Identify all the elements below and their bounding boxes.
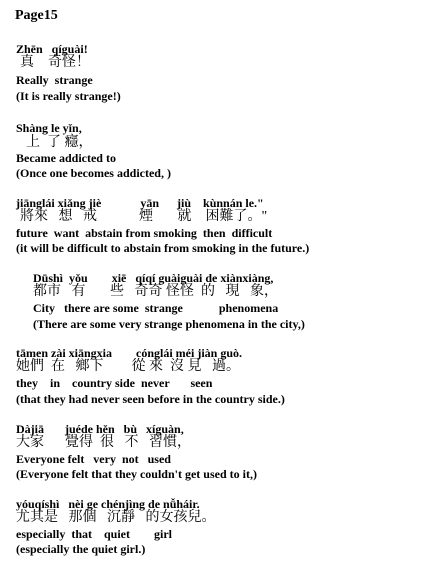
block-1-pinyin: Zhēn qíguài! [16,42,88,56]
block-6-gloss: Everyone felt very not used [16,452,171,466]
block-5-pinyin: tāmen zài xiāngxia cónglái méi jiàn guò. [16,346,242,360]
block-7-translation: (especially the quiet girl.) [16,542,146,556]
block-5-translation: (that they had never seen before in the country side.) [16,392,285,406]
block-4-pinyin: Dūshì yǒu xiē qíqí guàiguài de xiànxiàng, [33,271,274,285]
block-6-pinyin: Dàjiā juéde hěn bù xíguàn, [16,422,184,436]
block-2-translation: (Once one becomes addicted, ) [16,166,171,180]
block-7-pinyin: yóuqíshì nèi ge chénjìng de nǚháir. [16,497,200,511]
block-7-hanzi: 尤其是 那個 沉靜 的女孩兒。 [16,510,216,525]
block-6-hanzi: 大家 覺得 很 不 習慣， [16,435,191,450]
block-5-hanzi: 她們 在 鄉下 從 來 沒 見 過。 [16,359,240,374]
block-1-hanzi: 真 奇怪！ [20,55,90,70]
block-4-translation: (There are some very strange phenomena in the city,) [33,317,305,331]
page-label: Page15 [15,8,58,23]
block-2-pinyin: Shàng le yǐn, [16,121,82,135]
block-3-gloss: future want abstain from smoking then difficult [16,226,273,240]
block-3-hanzi: 將來 想 戒 煙 就 困難了。" [20,209,268,224]
block-1-gloss: Really strange [16,73,93,87]
block-3-pinyin: jiānglái xiǎng jiè yān jiù kùnnán le." [16,196,264,210]
block-4-gloss: City there are some strange phenomena [33,301,279,315]
block-2-hanzi: 上 了 癮， [26,135,93,150]
block-6-translation: (Everyone felt that they couldn't get used to it,) [16,467,257,481]
block-1-translation: (It is really strange!) [16,89,121,103]
block-3-translation: (it will be difficult to abstain from smoking in the future.) [16,241,310,255]
block-5-gloss: they in country side never seen [16,376,213,390]
block-2-gloss: Became addicted to [16,151,116,165]
block-7-gloss: especially that quiet girl [16,527,172,541]
block-4-hanzi: 都市 有 些 奇奇 怪怪 的 現 象， [33,284,278,299]
